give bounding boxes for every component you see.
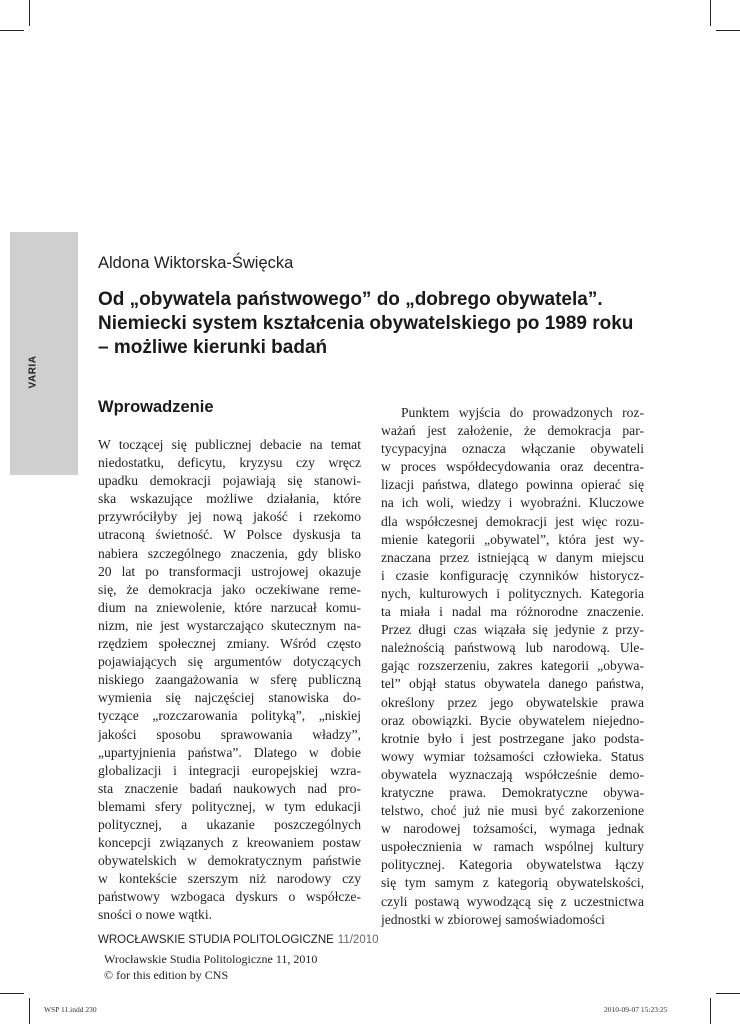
text-line: politycznej, a ukazanie poszczególnych <box>98 816 361 832</box>
text-line: telstwo, choć już nie musi być zakorzenione <box>381 803 644 819</box>
text-line: tycypacyjna oznacza włączanie obywateli <box>381 441 644 457</box>
text-line: rzędziem społecznej zmiany. Wśród często <box>98 636 361 652</box>
text-line: i czasie konfigurację czynników historycz- <box>381 567 644 583</box>
text-line: nizm, nie jest wystarczająco skutecznym na- <box>98 617 361 633</box>
article-title <box>98 288 658 360</box>
text-line: W toczącej się publicznej debacie na temat <box>98 437 361 452</box>
text-line: określony przez jego obywatelskie prawa <box>381 694 644 710</box>
text-line: wymienia się najczęściej stanowiska do- <box>98 690 361 706</box>
journal-issue: 11/2010 <box>337 934 379 946</box>
author-name: Aldona Wiktorska-Święcka <box>98 254 294 272</box>
text-line: sta znaczenie badań naukowych nad pro- <box>98 780 361 796</box>
text-line: przywróciłyby jej nową jakość i rzekomo <box>98 509 361 525</box>
text-line: mienie kategorii „obywatel”, która jest wy- <box>381 531 644 547</box>
text-line: upadku demokracji pojawiają się stanowi- <box>98 473 361 489</box>
citation-line: Wrocławskie Studia Politologiczne 11, 2010 <box>104 952 318 966</box>
text-line: w kontekście szerszym niż narodowy czy <box>98 871 361 887</box>
text-line: niskiego zaangażowania w sferę publiczną <box>98 672 361 688</box>
text-line: kratyczne prawa. Demokratyczne obywa- <box>381 784 644 800</box>
print-slug-file: WSP 11.indd 230 <box>44 1005 97 1014</box>
text-line: sności o nowe wątki. <box>98 907 213 923</box>
crop-mark <box>0 993 24 994</box>
text-line: utraconą świetność. W Polsce dyskusja ta <box>98 527 361 543</box>
crop-mark <box>29 998 30 1024</box>
text-line: nych, kulturowych i politycznych. Kategoria <box>381 585 644 601</box>
text-line: gając rozszerzeniu, zakres kategorii „obywa- <box>381 658 644 674</box>
text-line: czyli postawą wywodzącą się z uczestnictwa <box>381 893 644 909</box>
crop-mark <box>710 998 711 1024</box>
left-column <box>98 436 361 925</box>
text-line: na ich woli, wiedzy i wyobraźni. Kluczowe <box>381 495 644 511</box>
text-line: ska wskazujące możliwe działania, które <box>98 491 361 507</box>
section-heading: Wprowadzenie <box>98 398 214 416</box>
text-line: pojawiających się argumentów dotyczących <box>98 654 361 670</box>
journal-footer <box>98 934 379 946</box>
text-line: Punktem wyjścia do prowadzonych roz- <box>401 405 644 420</box>
section-label <box>26 352 40 392</box>
journal-name: WROCŁAWSKIE STUDIA POLITOLOGICZNE <box>98 934 334 946</box>
copyright-line: © for this edition by CNS <box>104 968 229 982</box>
text-line: „upartyjnienia państwa”. Dlatego w dobie <box>98 744 361 760</box>
text-line: się, że demokracja jako oczekiwane reme- <box>98 581 361 597</box>
text-line: się tym samym z kategorią obywatelskości, <box>381 875 644 891</box>
text-line: Przez długi czas wiązała się jedynie z przy- <box>381 622 644 638</box>
text-line: jednostki w zbiorowej samoświadomości <box>381 911 605 927</box>
text-line: państwowy wzbogaca dyskurs o współcze- <box>98 889 361 905</box>
crop-mark <box>716 993 740 994</box>
text-line: wowy wymiar tożsamości człowieka. Status <box>381 748 644 764</box>
text-line: w narodowej tożsamości, wymaga jednak <box>381 821 644 837</box>
text-line: obywatelskich w demokratycznym państwie <box>98 853 361 869</box>
text-line: ważań jest założenie, że demokracja par- <box>381 423 644 439</box>
text-line: krotnie było i jest postrzegane jako podsta- <box>381 730 644 746</box>
print-slug-date: 2010-09-07 15:23:25 <box>604 1005 668 1014</box>
text-line: ta miała i nadal ma różnorodne znaczenie. <box>381 604 644 620</box>
crop-mark <box>716 30 740 31</box>
text-line: dla współczesnej demokracji jest więc rozu- <box>381 513 644 529</box>
text-line: 20 lat po transformacji ustrojowej okazuje <box>98 563 361 579</box>
text-line: oraz obowiązki. Bycie obywatelem niejedno- <box>381 712 644 728</box>
text-line: tyczące „rozczarowania polityką”, „niskiej <box>98 708 361 724</box>
text-line: koncepcji związanych z kreowaniem postaw <box>98 835 361 851</box>
section-label-text: VARIA <box>27 355 39 389</box>
text-line: lizacji państwa, dlatego powinna opierać się <box>381 477 644 493</box>
crop-mark <box>710 0 711 26</box>
crop-mark <box>29 0 30 26</box>
text-line: jakości sposobu sprawowania władzy”, <box>98 726 361 742</box>
right-column <box>381 404 644 929</box>
text-line: obywatela wyznaczają współcześnie demo- <box>381 766 644 782</box>
text-line: globalizacji i integracji europejskiej wzra- <box>98 762 361 778</box>
text-line: w proces współdecydowania oraz decentra- <box>381 459 644 475</box>
text-line: niedostatku, deficytu, kryzysu czy wręcz <box>98 455 361 471</box>
text-line: nabiera szczególnego znaczenia, gdy blisko <box>98 545 361 561</box>
title-line: – możliwe kierunki badań <box>98 337 328 358</box>
title-line: Niemiecki system kształcenia obywatelskiego po 1989 roku <box>98 313 634 334</box>
text-line: tel” objął status obywatela danego państwa, <box>381 676 644 692</box>
crop-mark <box>0 30 24 31</box>
text-line: znaczana przez istniejącą w danym miejscu <box>381 549 644 565</box>
text-line: należnością państwową lub narodową. Ule- <box>381 640 644 656</box>
text-line: uspołecznienia w ramach wspólnej kultury <box>381 839 644 855</box>
text-line: blemami sfery politycznej, w tym edukacji <box>98 798 361 814</box>
title-line: Od „obywatela państwowego” do „dobrego obywatela”. <box>98 289 603 310</box>
section-tab <box>10 232 78 475</box>
text-line: politycznej. Kategoria obywatelstwa łączy <box>381 857 644 873</box>
text-line: dium na zniewolenie, które narzucał komu- <box>98 599 361 615</box>
